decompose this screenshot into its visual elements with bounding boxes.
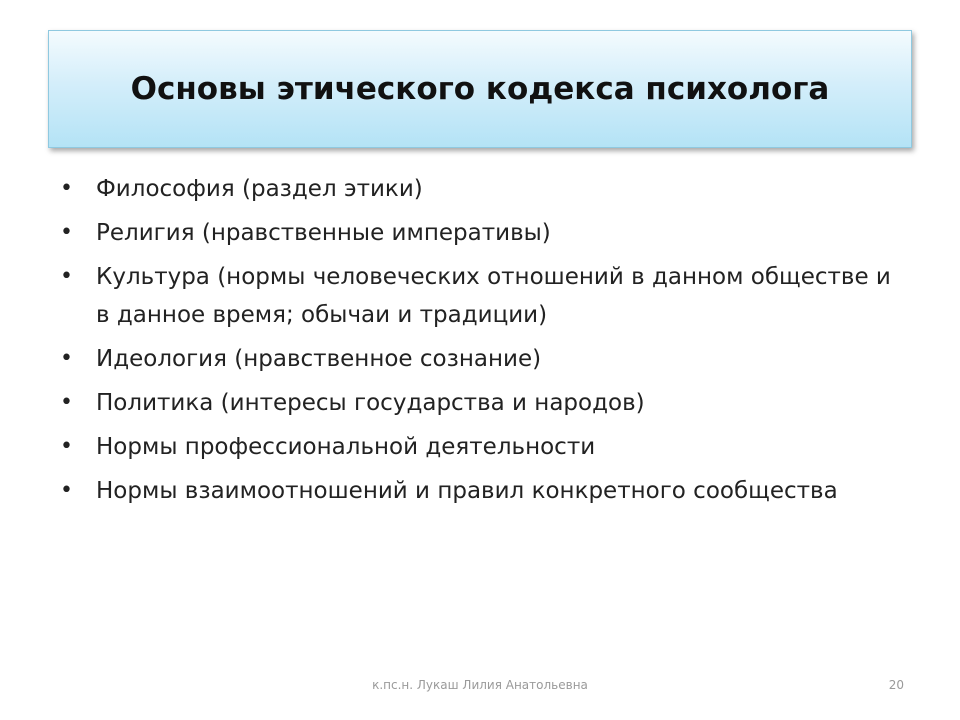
bullet-item — [60, 258, 900, 334]
bullet-list — [60, 170, 900, 516]
bullet-item — [60, 428, 900, 466]
bullet-text: Нормы взаимоотношений и правил конкретного сообщества — [96, 478, 838, 504]
bullet-item — [60, 340, 900, 378]
bullet-dot: • — [60, 478, 73, 503]
bullet-dot: • — [60, 220, 73, 245]
bullet-text: Идеология (нравственное сознание) — [96, 346, 542, 372]
bullet-text: Религия (нравственные императивы) — [96, 220, 551, 246]
bullet-text: Культура (нормы человеческих отношений в данном обществе и в данное время; обычаи и традиции) — [96, 264, 891, 328]
slide-title: Основы этического кодекса психолога — [130, 71, 830, 107]
bullet-item — [60, 214, 900, 252]
bullet-dot: • — [60, 264, 73, 289]
bullet-dot: • — [60, 390, 73, 415]
footer-author: к.пс.н. Лукаш Лилия Анатольевна — [372, 678, 588, 692]
bullet-text: Нормы профессиональной деятельности — [96, 434, 596, 460]
bullet-dot: • — [60, 346, 73, 371]
bullet-text: Философия (раздел этики) — [96, 176, 423, 202]
bullet-text: Политика (интересы государства и народов) — [96, 390, 645, 416]
page-number: 20 — [888, 678, 904, 692]
bullet-item — [60, 170, 900, 208]
bullet-item — [60, 384, 900, 422]
bullet-dot: • — [60, 176, 73, 201]
bullet-item — [60, 472, 900, 510]
title-banner — [48, 30, 912, 148]
bullet-dot: • — [60, 434, 73, 459]
